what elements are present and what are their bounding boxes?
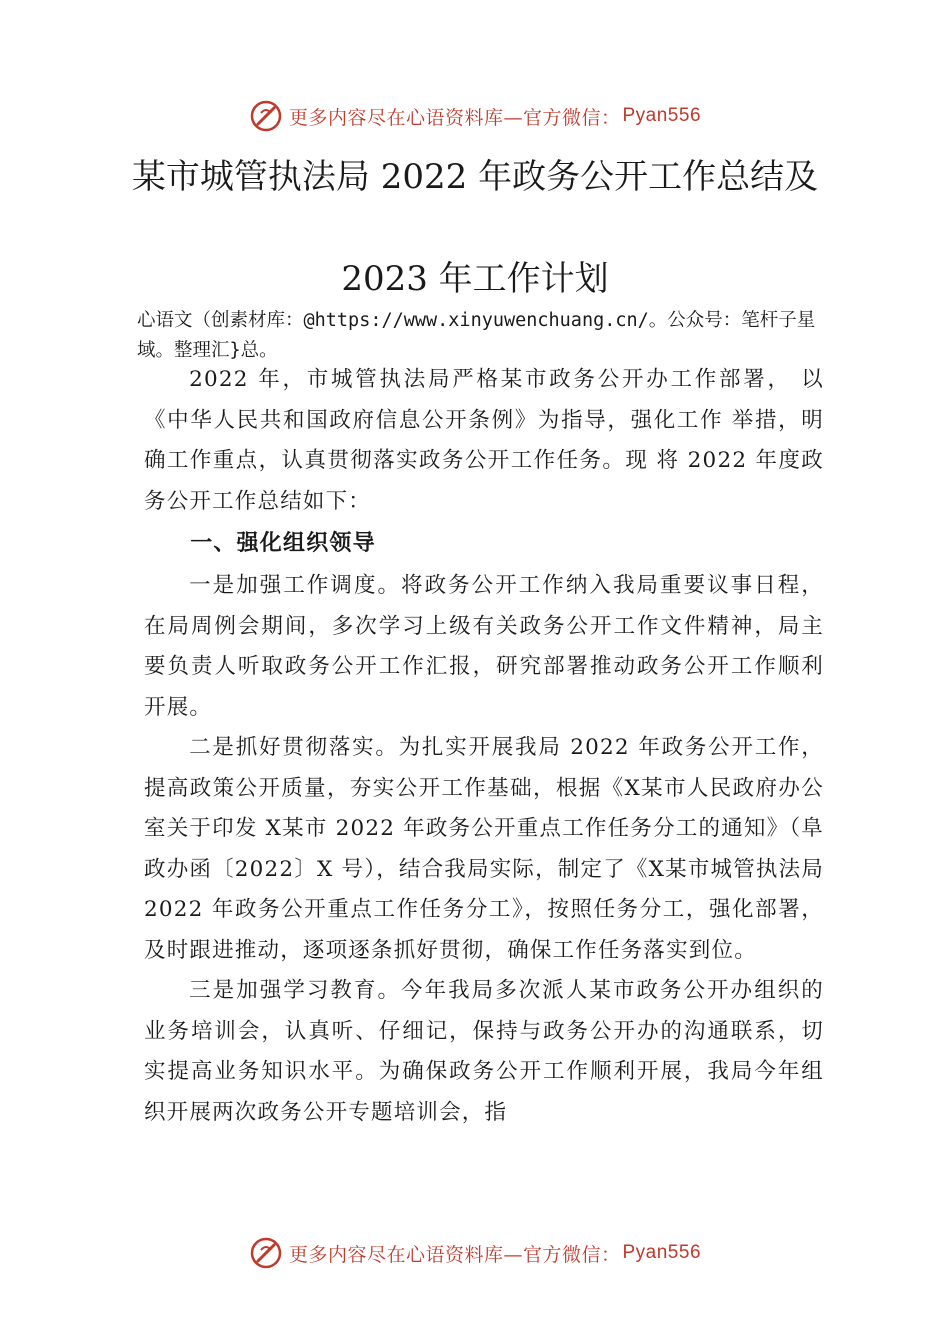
doc-title-line2: 2023 年工作计划 [341, 259, 609, 299]
document-body [144, 360, 824, 1133]
banner-wechat-id: Pyan556 [622, 105, 702, 126]
header-banner [0, 96, 950, 136]
footer-banner [0, 1233, 950, 1273]
doc-title-line1: 某市城管执法局 2022 年政务公开工作总结及 [131, 157, 819, 197]
intro-paragraph: 2022 年，市城管执法局严格某市政务公开办工作部署， 以《中华人民共和国政府信息公开条例》为指导，强化工作 举措，明确工作重点，认真贯彻落实政务公开工作任务。现 将 2022 年度政务公开工作总结如下： [144, 367, 824, 514]
banner-wechat-id: Pyan556 [622, 1242, 702, 1263]
brand-logo-icon [249, 1236, 283, 1270]
paragraph-3: 三是加强学习教育。今年我局多次派人某市政务公开办组织的业务培训会，认真听、仔细记，保持与政务公开办的沟通联系，切实提高业务知识水平。为确保政务公开工作顺利开展，我局今年组织开展两次政务公开专题培训会，指 [144, 978, 824, 1125]
brand-logo-icon [249, 99, 283, 133]
section-heading: 一、强化组织领导 [190, 531, 376, 556]
banner-text: 更多内容尽在心语资料库—官方微信： [288, 1243, 621, 1266]
banner-text: 更多内容尽在心语资料库—官方微信： [288, 106, 621, 129]
paragraph-2: 二是抓好贯彻落实。为扎实开展我局 2022 年政务公开工作，提高政策公开质量，夯实公开工作基础，根据《X某市人民政府办公室关于印发 X某市 2022 年政务公开重点工作任务分工的通知》（阜政办函〔2022〕X 号），结合我局实际，制定了《X某市城管执法局 2022 年政务公开重点工作任务分工》，按照任务分工，强化部署，及时跟进推动，逐项逐条抓好贯彻，确保工作任务落实到位。 [144, 735, 825, 963]
paragraph-1: 一是加强工作调度。将政务公开工作纳入我局重要议事日程，在局周例会期间，多次学习上级有关政务公开工作文件精神，局主要负责人听取政务公开工作汇报，研究部署推动政务公开工作顺利开展。 [144, 573, 824, 720]
source-note: 心语文（创素材库：@https://www.xinyuwenchuang.cn/。公众号：笔杆子星域。整理汇}总。 [137, 310, 816, 361]
